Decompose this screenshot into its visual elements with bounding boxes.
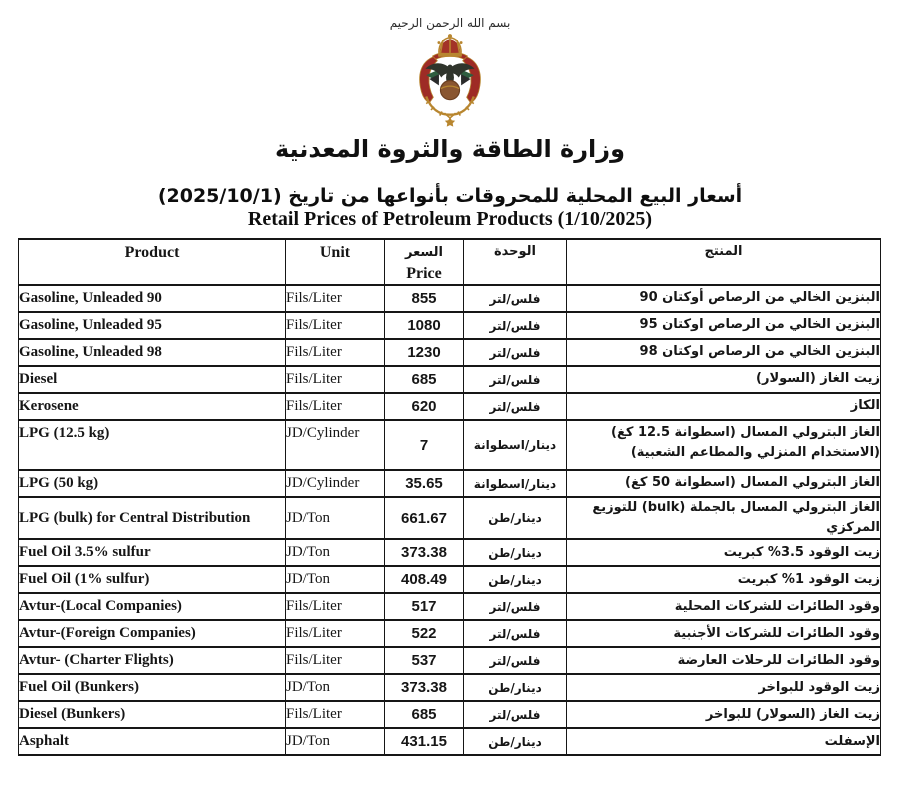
price-value: 431.15 <box>385 728 464 755</box>
product-name-en: Avtur-(Foreign Companies) <box>19 620 286 647</box>
unit-en: JD/Ton <box>286 728 385 755</box>
product-name-en: Gasoline, Unleaded 95 <box>19 312 286 339</box>
price-value: 35.65 <box>385 470 464 497</box>
product-name-en: Kerosene <box>19 393 286 420</box>
product-name-en: Fuel Oil 3.5% sulfur <box>19 539 286 566</box>
product-name-ar: الإسفلت <box>567 728 881 755</box>
price-value: 685 <box>385 701 464 728</box>
unit-ar: دينار/اسطوانة <box>464 470 567 497</box>
unit-ar: فلس/لتر <box>464 593 567 620</box>
unit-en: JD/Ton <box>286 497 385 539</box>
unit-ar: فلس/لتر <box>464 312 567 339</box>
unit-ar: فلس/لتر <box>464 701 567 728</box>
product-name-en: Diesel <box>19 366 286 393</box>
table-row <box>19 393 881 420</box>
unit-en: JD/Cylinder <box>286 420 385 470</box>
product-name-en: Gasoline, Unleaded 98 <box>19 339 286 366</box>
bismillah-calligraphy: بسم الله الرحمن الرحيم <box>389 16 511 30</box>
unit-en: JD/Ton <box>286 674 385 701</box>
price-value: 522 <box>385 620 464 647</box>
document-header <box>0 16 900 231</box>
product-name-en: LPG (12.5 kg) <box>19 420 286 470</box>
column-header-price-en: Price <box>406 265 442 282</box>
price-value: 661.67 <box>385 497 464 539</box>
table-row <box>19 701 881 728</box>
column-header-price <box>385 239 464 285</box>
table-row <box>19 539 881 566</box>
unit-en: JD/Ton <box>286 566 385 593</box>
product-name-ar: وقود الطائرات للشركات الأجنبية <box>567 620 881 647</box>
column-header-product-ar: المنتج <box>567 239 881 285</box>
product-name-ar: البنزين الخالي من الرصاص اوكتان 98 <box>567 339 881 366</box>
table-row <box>19 674 881 701</box>
table-row <box>19 285 881 312</box>
price-table-body <box>19 285 881 755</box>
product-name-ar: البنزين الخالي من الرصاص اوكتان 95 <box>567 312 881 339</box>
table-row <box>19 339 881 366</box>
product-name-ar: البنزين الخالي من الرصاص أوكتان 90 <box>567 285 881 312</box>
column-header-unit-ar: الوحدة <box>464 239 567 285</box>
product-name-ar: الغاز البترولي المسال بالجملة (bulk) للتوزيع المركزي <box>567 497 881 539</box>
unit-ar: فلس/لتر <box>464 620 567 647</box>
price-value: 408.49 <box>385 566 464 593</box>
table-row <box>19 420 881 470</box>
unit-ar: فلس/لتر <box>464 339 567 366</box>
table-row <box>19 593 881 620</box>
product-name-en: LPG (bulk) for Central Distribution <box>19 497 286 539</box>
column-header-price-ar: السعر <box>405 245 443 260</box>
table-row <box>19 647 881 674</box>
unit-en: Fils/Liter <box>286 701 385 728</box>
table-row <box>19 312 881 339</box>
document-title-ar: أسعار البيع المحلية للمحروقات بأنواعها من تاريخ (2025/10/1) <box>157 185 743 207</box>
product-name-ar: وقود الطائرات للشركات المحلية <box>567 593 881 620</box>
product-name-ar: زيت الغاز (السولار) <box>567 366 881 393</box>
jordan-coat-of-arms-logo <box>402 33 498 133</box>
unit-en: Fils/Liter <box>286 366 385 393</box>
product-name-en: Asphalt <box>19 728 286 755</box>
price-value: 855 <box>385 285 464 312</box>
table-row <box>19 728 881 755</box>
price-value: 7 <box>385 420 464 470</box>
product-name-ar: زيت الوقود 1% كبريت <box>567 566 881 593</box>
product-name-en: Gasoline, Unleaded 90 <box>19 285 286 312</box>
document-title-en: Retail Prices of Petroleum Products (1/10/2025) <box>247 208 653 230</box>
unit-ar: دينار/طن <box>464 674 567 701</box>
price-value: 620 <box>385 393 464 420</box>
product-name-en: Fuel Oil (Bunkers) <box>19 674 286 701</box>
unit-en: Fils/Liter <box>286 339 385 366</box>
unit-ar: دينار/طن <box>464 497 567 539</box>
product-name-ar: الغاز البترولي المسال (اسطوانة 12.5 كغ) (الاستخدام المنزلي والمطاعم الشعبية) <box>567 420 881 470</box>
price-value: 1080 <box>385 312 464 339</box>
ministry-name-calligraphy: وزارة الطاقة والثروة المعدنية <box>275 135 625 163</box>
unit-ar: دينار/طن <box>464 566 567 593</box>
unit-en: Fils/Liter <box>286 593 385 620</box>
price-value: 537 <box>385 647 464 674</box>
unit-en: Fils/Liter <box>286 647 385 674</box>
table-row <box>19 620 881 647</box>
petroleum-prices-table <box>18 238 881 756</box>
table-row <box>19 366 881 393</box>
product-name-en: Avtur- (Charter Flights) <box>19 647 286 674</box>
table-header-row <box>19 239 881 285</box>
unit-ar: دينار/طن <box>464 728 567 755</box>
column-header-unit-en: Unit <box>286 239 385 285</box>
table-row <box>19 497 881 539</box>
product-name-en: Fuel Oil (1% sulfur) <box>19 566 286 593</box>
table-row <box>19 566 881 593</box>
table-row <box>19 470 881 497</box>
unit-en: Fils/Liter <box>286 620 385 647</box>
product-name-ar: وقود الطائرات للرحلات العارضة <box>567 647 881 674</box>
product-name-ar: زيت الوقود للبواخر <box>567 674 881 701</box>
product-name-ar: الكاز <box>567 393 881 420</box>
unit-en: Fils/Liter <box>286 285 385 312</box>
unit-ar: فلس/لتر <box>464 285 567 312</box>
product-name-en: Avtur-(Local Companies) <box>19 593 286 620</box>
unit-ar: فلس/لتر <box>464 366 567 393</box>
unit-en: JD/Cylinder <box>286 470 385 497</box>
unit-en: JD/Ton <box>286 539 385 566</box>
price-value: 373.38 <box>385 674 464 701</box>
product-name-en: LPG (50 kg) <box>19 470 286 497</box>
product-name-ar: الغاز البترولي المسال (اسطوانة 50 كغ) <box>567 470 881 497</box>
price-value: 1230 <box>385 339 464 366</box>
product-name-ar: زيت الوقود 3.5% كبريت <box>567 539 881 566</box>
unit-en: Fils/Liter <box>286 312 385 339</box>
price-value: 685 <box>385 366 464 393</box>
product-name-en: Diesel (Bunkers) <box>19 701 286 728</box>
unit-ar: فلس/لتر <box>464 647 567 674</box>
price-value: 517 <box>385 593 464 620</box>
unit-en: Fils/Liter <box>286 393 385 420</box>
product-name-ar: زيت الغاز (السولار) للبواخر <box>567 701 881 728</box>
unit-ar: فلس/لتر <box>464 393 567 420</box>
column-header-product-en: Product <box>19 239 286 285</box>
price-value: 373.38 <box>385 539 464 566</box>
unit-ar: دينار/اسطوانة <box>464 420 567 470</box>
unit-ar: دينار/طن <box>464 539 567 566</box>
